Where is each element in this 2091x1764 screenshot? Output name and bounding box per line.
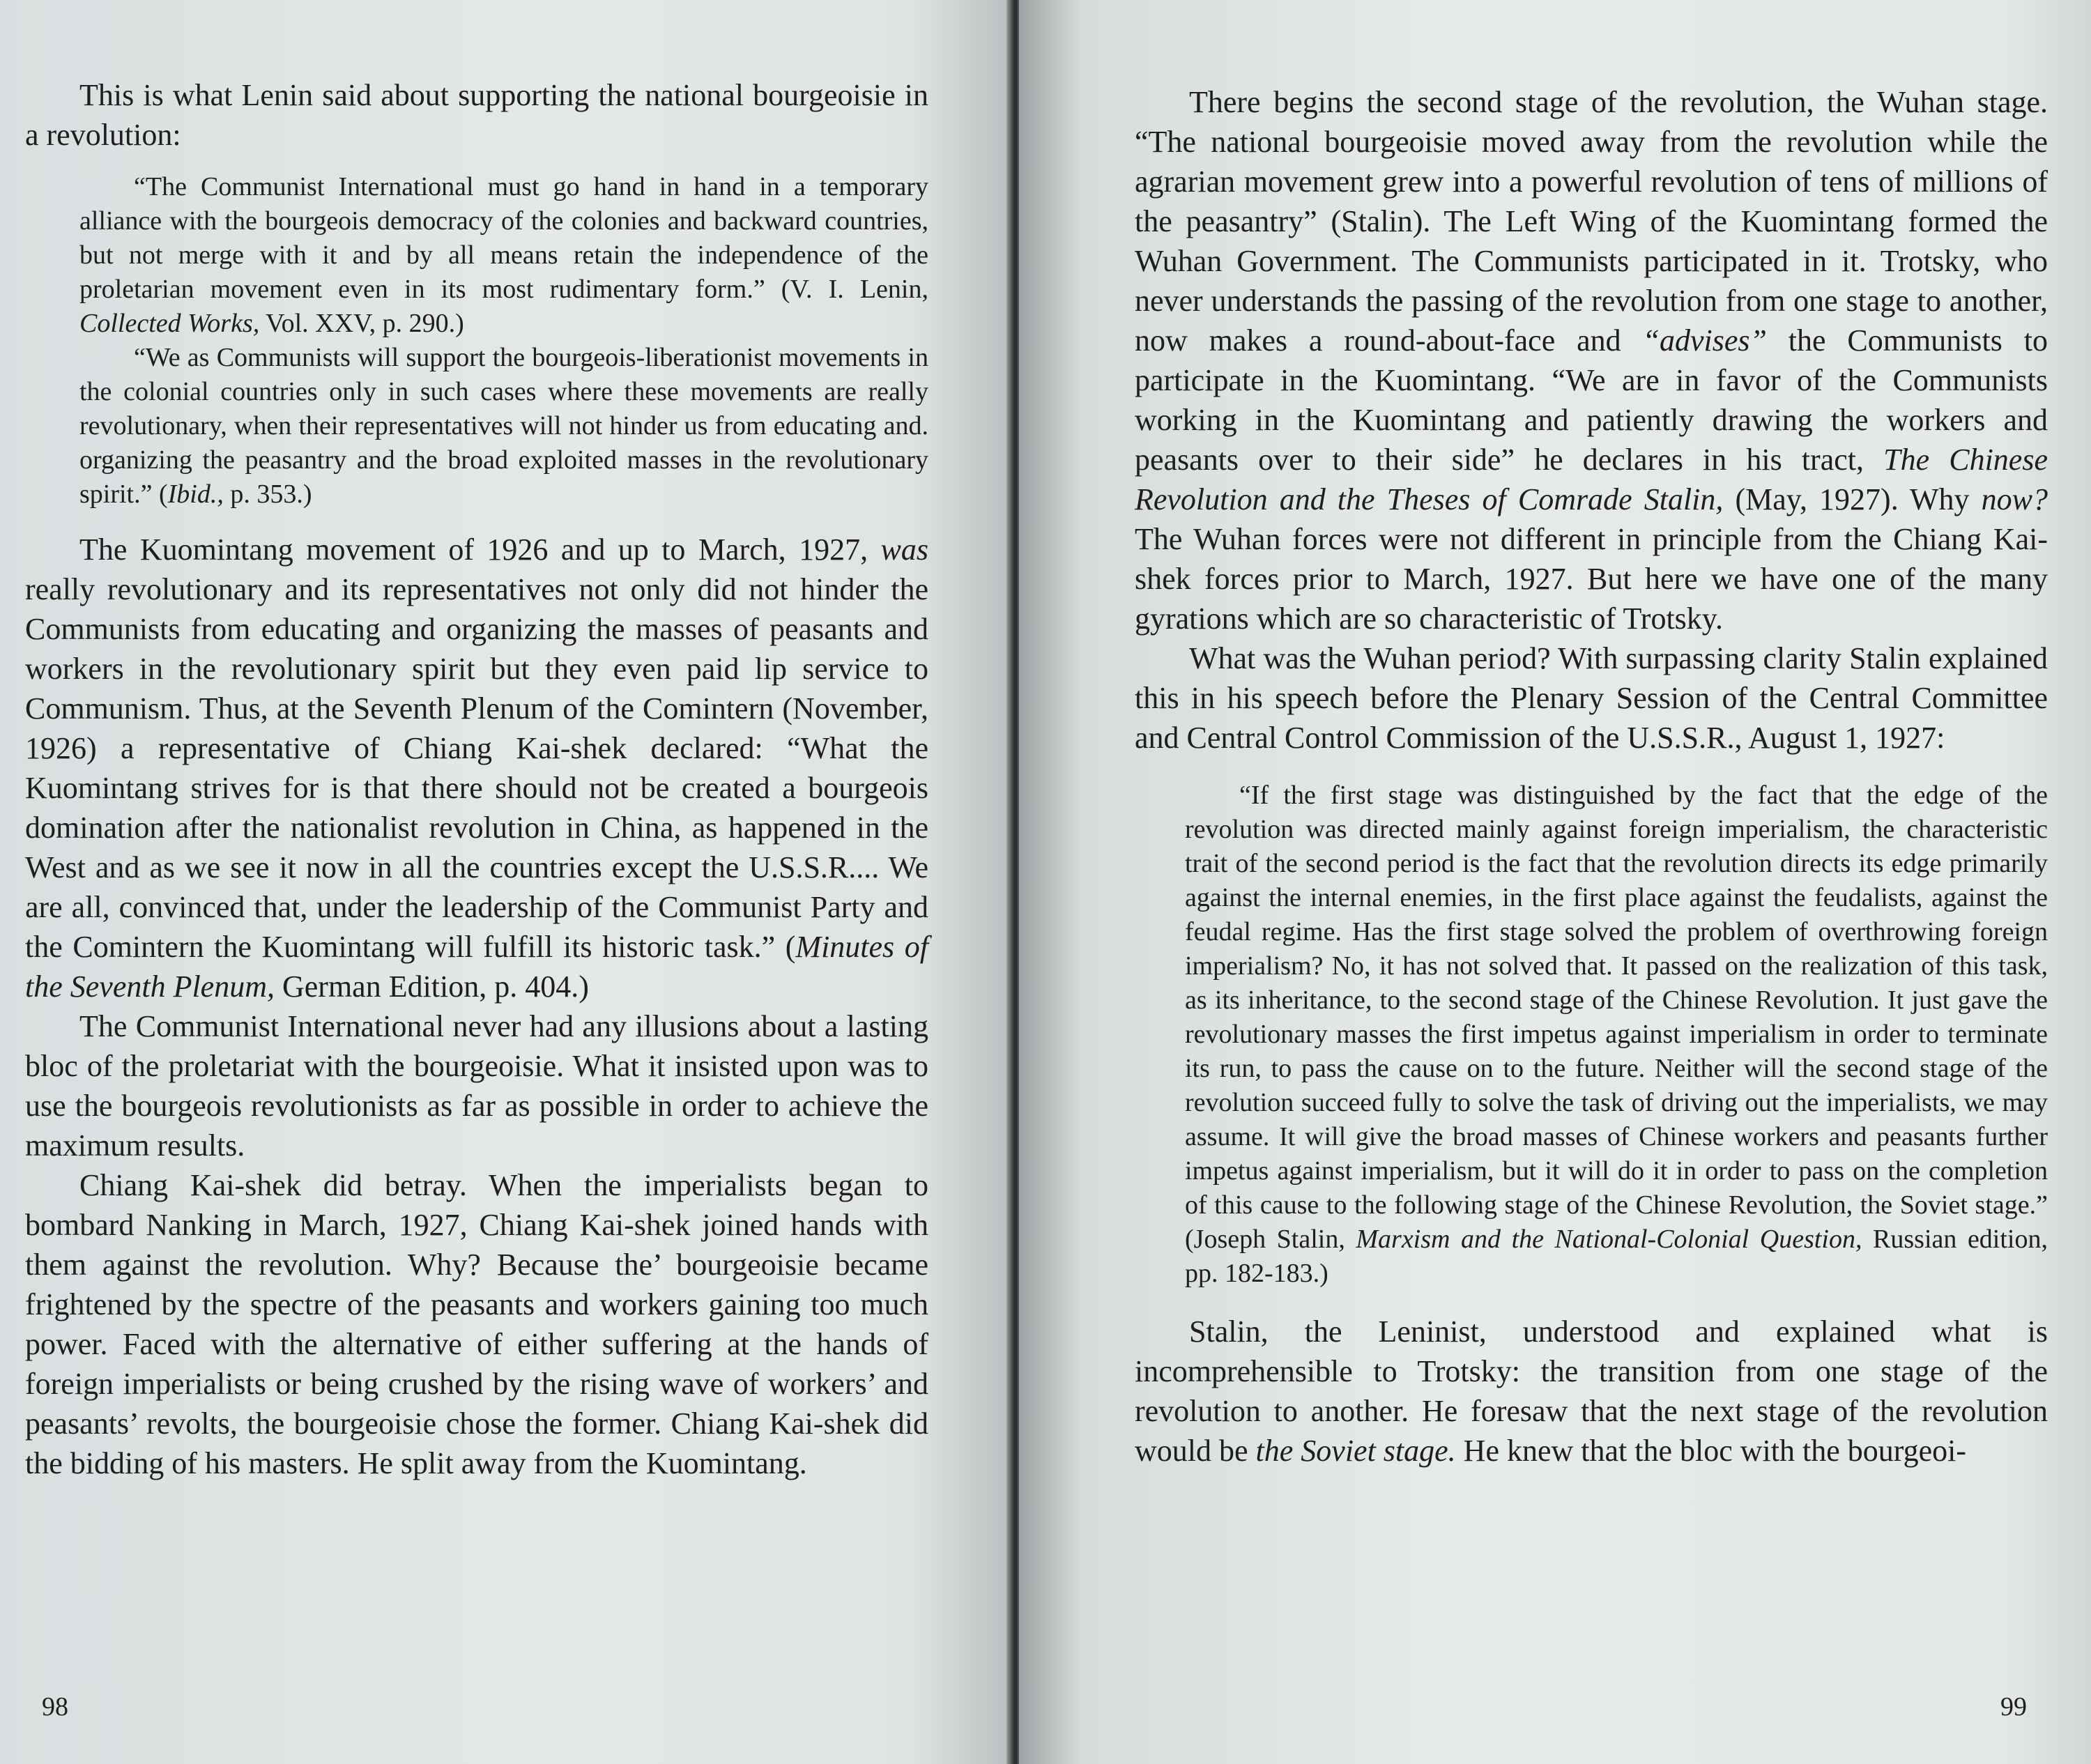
- paragraph-leninist: Stalin, the Leninist, understood and explained what is incomprehensible to Trotsky: the transition from one stage of the revolution to another. He foresaw that the next stage of the revolution would be the Soviet stage. He knew that the bloc with the bourgeoi-: [1135, 1314, 2048, 1468]
- right-body: [1135, 82, 2048, 758]
- page-number-right: 99: [2000, 1692, 2027, 1721]
- paragraph-illusions: The Communist International never had any illusions about a lasting bloc of the proletariat with the bourgeoisie. What it insisted upon was to use the bourgeois revolutionists as far as possible in order to achieve the maximum results.: [25, 1009, 928, 1163]
- paragraph-period: What was the Wuhan period? With surpassing clarity Stalin explained this in his speech before the Plenary Session of the Central Committee and Central Control Commission of the U.S.S.R., August 1, 1927:: [1135, 641, 2048, 755]
- stalin-quote: [1185, 779, 2048, 1291]
- quote-paragraph: “We as Communists will support the bourgeois-liberationist movements in the colonial countries only in such cases where these movements are really revolutionary, when their representatives will not hinder us from educating and. organizing the peasantry and the broad exploited masses in the revolutionary spirit.” (Ibid., p. 353.): [79, 343, 928, 509]
- paragraph-wuhan: There begins the second stage of the revolution, the Wuhan stage. “The national bourgeoisie moved away from the revolution while the agrarian movement grew into a powerful revolution of tens of millions of the peasantry” (Stalin). The Left Wing of the Kuomintang formed the Wuhan Government. The Communists participated in it. Trotsky, who never understands the passing of the revolution from one stage to another, now makes a round-about-face and “advises” the Communists to participate in the Kuomintang. “We are in favor of the Communists working in the Kuomintang and patiently drawing the workers and peasants over to their side” he declares in his tract, The Chinese Revolution and the Theses of Comrade Stalin, (May, 1927). Why now? The Wuhan forces were not different in principle from the Chiang Kai-shek forces prior to March, 1927. But here we have one of the many gyrations which are so characteristic of Trotsky.: [1135, 85, 2048, 636]
- right-body-continued: [1135, 1312, 2048, 1471]
- left-body-continued: [25, 530, 928, 1483]
- left-page: [0, 0, 1012, 1764]
- paragraph-betray: Chiang Kai-shek did betray. When the imperialists began to bombard Nanking in March, 1927, Chiang Kai-shek joined hands with them against the revolution. Why? Because the’ bourgeoisie became frightened by the spectre of the peasants and workers gaining too much power. Faced with the alternative of either suffering at the hands of foreign imperialists or being crushed by the rising wave of workers’ and peasants’ revolts, the bourgeoisie chose the former. Chiang Kai-shek did the bidding of his masters. He split away from the Kuomintang.: [25, 1168, 928, 1480]
- paragraph-intro: This is what Lenin said about supporting the national bourgeoisie in a revolution:: [25, 78, 928, 152]
- quote-paragraph: “The Communist International must go hand in hand in a temporary alliance with the bourgeois democracy of the colonies and backward countries, but not merge with it and by all means retain the independence of the proletarian movement even in its most rudimentary form.” (V. I. Lenin, Collected Works, Vol. XXV, p. 290.): [79, 172, 928, 338]
- page-number-left: 98: [42, 1692, 68, 1721]
- right-page: [1019, 0, 2091, 1764]
- quote-paragraph: “If the first stage was distinguished by the fact that the edge of the revolution was directed mainly against foreign imperialism, the characteristic trait of the second period is the fact that the revolution directs its edge primarily against the internal enemies, in the first place against the feudalists, against the feudal regime. Has the first stage solved the problem of overthrowing foreign imperialism? No, it has not solved that. It passed on the realization of this task, as its inheritance, to the second stage of the Chinese Revolution. It just gave the revolutionary masses the first impetus against imperialism in order to terminate its run, to pass the cause on to the future. Neither will the second stage of the revolution succeed fully to solve the task of driving out the imperialists, we may assume. It will give the broad masses of Chinese workers and peasants further impetus against imperialism, but it will do it in order to pass on the completion of this cause to the following stage of the Chinese Revolution, the Soviet stage.” (Joseph Stalin, Marxism and the National-Colonial Question, Russian edition, pp. 182-183.): [1185, 781, 2048, 1288]
- paragraph-kuomintang: The Kuomintang movement of 1926 and up to March, 1927, was really revolutionary and its representatives not only did not hinder the Communists from educating and organizing the masses of peasants and workers in the revolutionary spirit but they even paid lip service to Communism. Thus, at the Seventh Plenum of the Comintern (November, 1926) a representative of Chiang Kai-shek declared: “What the Kuomintang strives for is that there should not be created a bourgeois domination after the nationalist revolution in China, as happened in the West and as we see it now in all the countries except the U.S.S.R.... We are all, convinced that, under the leadership of the Communist Party and the Comintern the Kuomintang will fulfill its historic task.” (Minutes of the Seventh Plenum, German Edition, p. 404.): [25, 532, 929, 1004]
- left-body: [25, 75, 928, 155]
- lenin-quote: [79, 170, 928, 512]
